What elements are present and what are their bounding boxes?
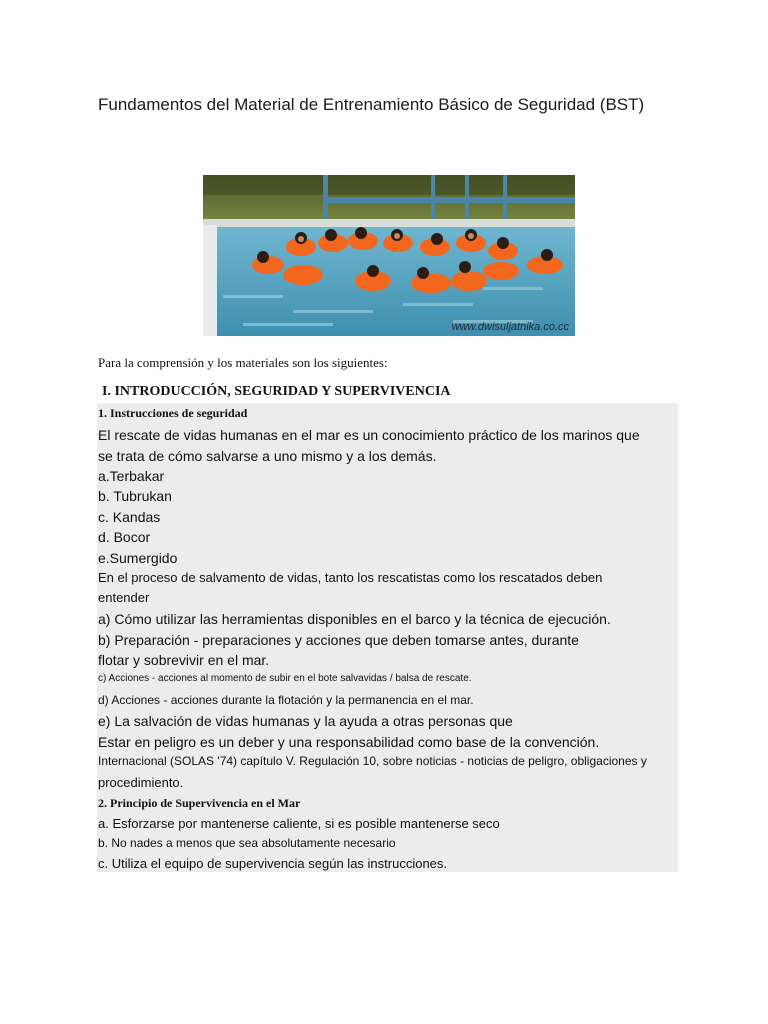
pool-survival-image	[203, 175, 575, 336]
training-photo	[203, 175, 575, 336]
list-item: d. Bocor	[98, 529, 151, 545]
list-item: b. Tubrukan	[98, 488, 172, 504]
list-item: e) La salvación de vidas humanas y la ayuda a otras personas que	[98, 713, 513, 729]
paragraph-line: flotar y sobrevivir en el mar.	[98, 652, 270, 668]
list-item: a. Esforzarse por mantenerse caliente, si es posible mantenerse seco	[98, 816, 500, 831]
subheading-survival-principle: 2. Principio de Supervivencia en el Mar	[98, 796, 301, 810]
paragraph-line: Estar en peligro es un deber y una responsabilidad como base de la convención.	[98, 734, 600, 750]
subheading-safety-instructions: 1. Instrucciones de seguridad	[98, 406, 248, 420]
list-item: c) Acciones - acciones al momento de subir en el bote salvavidas / balsa de rescate.	[98, 673, 472, 684]
list-item: d) Acciones - acciones durante la flotación y la permanencia en el mar.	[98, 693, 474, 707]
list-item: b) Preparación - preparaciones y acciones que deben tomarse antes, durante	[98, 632, 579, 648]
section-heading: I. INTRODUCCIÓN, SEGURIDAD Y SUPERVIVENCIA	[102, 384, 451, 399]
list-item: c. Utiliza el equipo de supervivencia según las instrucciones.	[98, 856, 448, 871]
paragraph-line: En el proceso de salvamento de vidas, tanto los rescatistas como los rescatados deben	[98, 570, 603, 585]
intro-text: Para la comprensión y los materiales son los siguientes:	[98, 355, 388, 370]
list-item: a.Terbakar	[98, 468, 165, 484]
list-item: e.Sumergido	[98, 550, 178, 566]
paragraph-line: Internacional (SOLAS '74) capítulo V. Regulación 10, sobre noticias - noticias de peligro, obligaciones y	[98, 754, 647, 768]
document-title: Fundamentos del Material de Entrenamiento Básico de Seguridad (BST)	[98, 95, 645, 114]
image-watermark: www.dwisuljatnika.co.cc	[451, 321, 569, 333]
paragraph-line: entender	[98, 590, 150, 605]
paragraph-line: se trata de cómo salvarse a uno mismo y a los demás.	[98, 448, 437, 464]
list-item: c. Kandas	[98, 509, 161, 525]
paragraph-line: procedimiento.	[98, 775, 184, 790]
list-item: a) Cómo utilizar las herramientas disponibles en el barco y la técnica de ejecución.	[98, 611, 611, 627]
list-item: b. No nades a menos que sea absolutamente necesario	[98, 836, 396, 850]
paragraph-line: El rescate de vidas humanas en el mar es un conocimiento práctico de los marinos que	[98, 427, 640, 443]
